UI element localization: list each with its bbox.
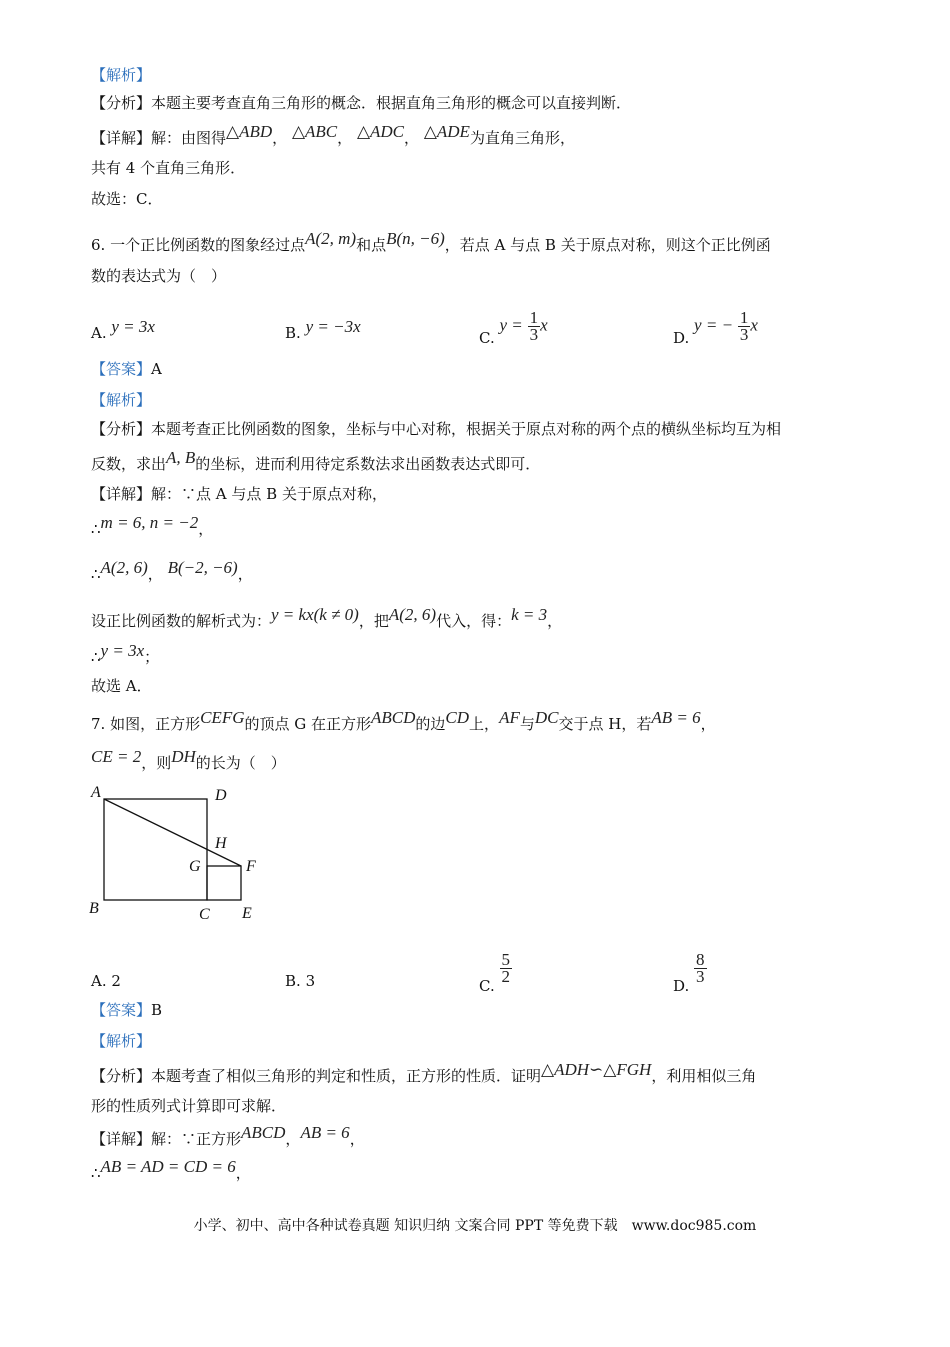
stem-c: 上，	[469, 715, 500, 733]
q6-jiexi-tag: 【解析】	[91, 391, 152, 409]
segment-af-line	[104, 799, 241, 866]
option-value: 3	[305, 972, 316, 990]
end: ，	[198, 520, 214, 538]
mid: ，把	[358, 612, 389, 630]
sep: ，	[272, 129, 288, 147]
fenxi-text: 本题考查正比例函数的图象，坐标与中心对称，根据关于原点对称的两个点的横纵坐标均互为相	[151, 420, 782, 438]
therefore-symbol: ∴	[91, 648, 101, 666]
q7-option-c	[479, 950, 512, 995]
stem-h: 的长为（ ）	[195, 754, 286, 772]
square-abcd: ABCD	[371, 708, 416, 727]
stem-pre: 7. 如图，正方形	[91, 715, 201, 733]
square-abcd-shape	[104, 799, 207, 900]
option-label: D.	[673, 976, 690, 995]
label-a: A	[91, 784, 101, 801]
end: ，	[237, 565, 253, 583]
sep: ，	[404, 129, 420, 147]
fraction	[528, 310, 541, 343]
square-abcd: ABCD	[241, 1123, 286, 1142]
option-label: A.	[91, 972, 107, 990]
q6-option-c	[479, 308, 548, 347]
xiangjie-pre: 解：∵正方形	[151, 1130, 242, 1148]
q5-detail	[91, 122, 575, 149]
q6-answer-choice: 故选 A．	[91, 677, 152, 695]
fraction	[694, 952, 707, 985]
numerator: 1	[529, 308, 539, 327]
expr: m = 6, n = −2	[100, 513, 199, 532]
label-h: H	[215, 835, 227, 852]
label-e: E	[242, 905, 252, 922]
stem-g: ，则	[141, 754, 172, 772]
fraction	[738, 310, 751, 343]
fenxi-post: 的坐标，进而利用待定系数法求出函数表达式即可．	[195, 455, 541, 473]
option-value: 2	[111, 972, 121, 990]
expr: y = 3x	[100, 641, 145, 660]
denominator: 2	[501, 967, 510, 986]
q7-detail-line2	[91, 1157, 251, 1184]
answer-value: A	[151, 360, 162, 378]
therefore-symbol: ∴	[91, 1164, 101, 1182]
q6-analysis-line2	[91, 448, 541, 475]
expr: A(2, 6)	[388, 605, 437, 624]
therefore-symbol: ∴	[91, 565, 101, 583]
option-label: C.	[479, 976, 495, 995]
ce-equals-2: CE = 2	[91, 747, 142, 766]
denominator: 3	[529, 325, 539, 344]
q6-and: 和点	[356, 236, 387, 254]
similar-triangles: △ADH∽△FGH	[541, 1060, 652, 1079]
answer-tag: 【答案】	[91, 360, 152, 378]
option-var: x	[750, 315, 758, 335]
expr: A(2, 6)	[100, 558, 148, 577]
fenxi-pre: 反数，求出	[91, 455, 167, 473]
points-ab: A, B	[166, 448, 196, 467]
q7-option-a	[91, 970, 121, 992]
option-lhs: y =	[499, 315, 523, 335]
xiangjie-text: 解：∵点 A 与点 B 关于原点对称，	[151, 485, 387, 503]
square-cefg: CEFG	[200, 708, 245, 727]
q7-answer	[91, 999, 162, 1021]
fenxi-post: ，利用相似三角	[651, 1067, 757, 1085]
stem-f: ，	[700, 715, 716, 733]
numerator: 5	[501, 950, 510, 969]
option-lhs: y = −	[694, 315, 734, 335]
q6-detail-line3	[91, 558, 253, 585]
q7-analysis-line1	[91, 1060, 757, 1087]
q5-line2: 共有 4 个直角三角形．	[91, 159, 246, 177]
q6-stem-pre: 6. 一个正比例函数的图象经过点	[91, 236, 306, 254]
stem-e: 交于点 H，若	[558, 715, 652, 733]
q6-stem-mid: ，若点 A 与点 B 关于原点对称，则这个正比例函	[444, 236, 771, 254]
triangle-adc: △ADC	[356, 122, 405, 141]
side-cd: CD	[445, 708, 470, 727]
label-c: C	[199, 906, 210, 923]
fenxi-tag: 【分析】	[91, 1067, 152, 1085]
denominator: 3	[696, 967, 705, 986]
expr: AB = AD = CD = 6	[100, 1157, 236, 1176]
expr: B(−2, −6)	[167, 558, 238, 577]
point-a: A(2, m)	[305, 229, 357, 248]
fraction	[500, 952, 513, 985]
label-g: G	[189, 858, 201, 875]
q7-jiexi-tag: 【解析】	[91, 1032, 152, 1050]
q7-detail-line1	[91, 1123, 365, 1150]
q5-analysis	[91, 92, 631, 114]
answer-tag: 【答案】	[91, 1001, 152, 1019]
point-b: B(n, −6)	[386, 229, 445, 248]
q7-stem-line1	[91, 708, 716, 735]
q5-xiangjie-post: 为直角三角形，	[469, 129, 575, 147]
triangle-ade: △ADE	[423, 122, 470, 141]
sep: ，	[147, 565, 163, 583]
q5-jiexi-tag: 【解析】	[91, 66, 152, 84]
q6-detail-line4	[91, 605, 563, 632]
q6-answer	[91, 358, 162, 380]
segment-dh: DH	[171, 747, 196, 766]
sep: ，	[337, 129, 353, 147]
q6-analysis-line1	[91, 418, 781, 440]
geometry-figure	[85, 780, 270, 925]
end: ；	[144, 648, 160, 666]
q5-xiangjie-tag: 【详解】	[91, 129, 152, 147]
q7-analysis-line2: 形的性质列式计算即可求解．	[91, 1097, 287, 1115]
ab-equals-6: AB = 6	[651, 708, 701, 727]
option-label: C.	[479, 328, 495, 347]
q5-fenxi-tag: 【分析】	[91, 94, 152, 112]
fenxi-tag: 【分析】	[91, 420, 152, 438]
label-b: B	[89, 900, 99, 917]
therefore-symbol: ∴	[91, 520, 101, 538]
label-d: D	[215, 787, 227, 804]
option-expr: y = 3x	[111, 317, 155, 336]
q7-stem-line2	[91, 747, 286, 774]
option-expr: y = −3x	[305, 317, 361, 336]
square-cefg-shape	[207, 866, 241, 900]
triangle-abc: △ABC	[291, 122, 338, 141]
xiangjie-tag: 【详解】	[91, 1130, 152, 1148]
q7-option-d	[673, 950, 707, 995]
pre: 设正比例函数的解析式为：	[91, 612, 272, 630]
label-f: F	[246, 858, 256, 875]
fenxi-pre: 本题考查了相似三角形的判定和性质，正方形的性质．证明	[151, 1067, 542, 1085]
q6-detail-line2	[91, 513, 214, 540]
end: ，	[547, 612, 563, 630]
option-var: x	[540, 315, 548, 335]
q7-option-b	[285, 970, 315, 992]
triangle-abd: △ABD	[226, 122, 273, 141]
option-label: A.	[91, 324, 107, 342]
denominator: 3	[739, 325, 749, 344]
answer-value: B	[151, 1001, 163, 1019]
ab-equals-6: AB = 6	[300, 1123, 350, 1142]
q6-detail-line1	[91, 483, 387, 505]
q6-stem-line2: 数的表达式为（ ）	[91, 267, 227, 285]
mid2: 代入，得：	[436, 612, 512, 630]
xiangjie-tag: 【详解】	[91, 485, 152, 503]
segment-af: AF	[499, 708, 520, 727]
q5-answer-choice: 故选：C．	[91, 190, 163, 208]
q6-stem	[91, 229, 771, 256]
stem-b: 的边	[415, 715, 446, 733]
stem-d: 与	[519, 715, 535, 733]
end: ，	[349, 1130, 365, 1148]
stem-a: 的顶点 G 在正方形	[244, 715, 372, 733]
q5-xiangjie-pre: 解：由图得	[151, 129, 227, 147]
q6-option-a	[91, 317, 155, 344]
page-footer: 小学、初中、高中各种试卷真题 知识归纳 文案合同 PPT 等免费下载 www.doc985.com	[193, 1218, 757, 1234]
sep: ，	[285, 1130, 301, 1148]
q6-detail-line5	[91, 641, 160, 668]
q5-fenxi-text: 本题主要考查直角三角形的概念．根据直角三角形的概念可以直接判断．	[151, 94, 632, 112]
segment-dc: DC	[534, 708, 559, 727]
q6-option-b	[285, 317, 361, 344]
numerator: 8	[696, 950, 705, 969]
numerator: 1	[739, 308, 749, 327]
option-label: B.	[285, 972, 301, 990]
expr: y = kx(k ≠ 0)	[271, 605, 359, 624]
expr: k = 3	[511, 605, 548, 624]
end: ，	[235, 1164, 251, 1182]
option-label: D.	[673, 328, 690, 347]
q6-option-d	[673, 308, 758, 347]
option-label: B.	[285, 324, 301, 342]
